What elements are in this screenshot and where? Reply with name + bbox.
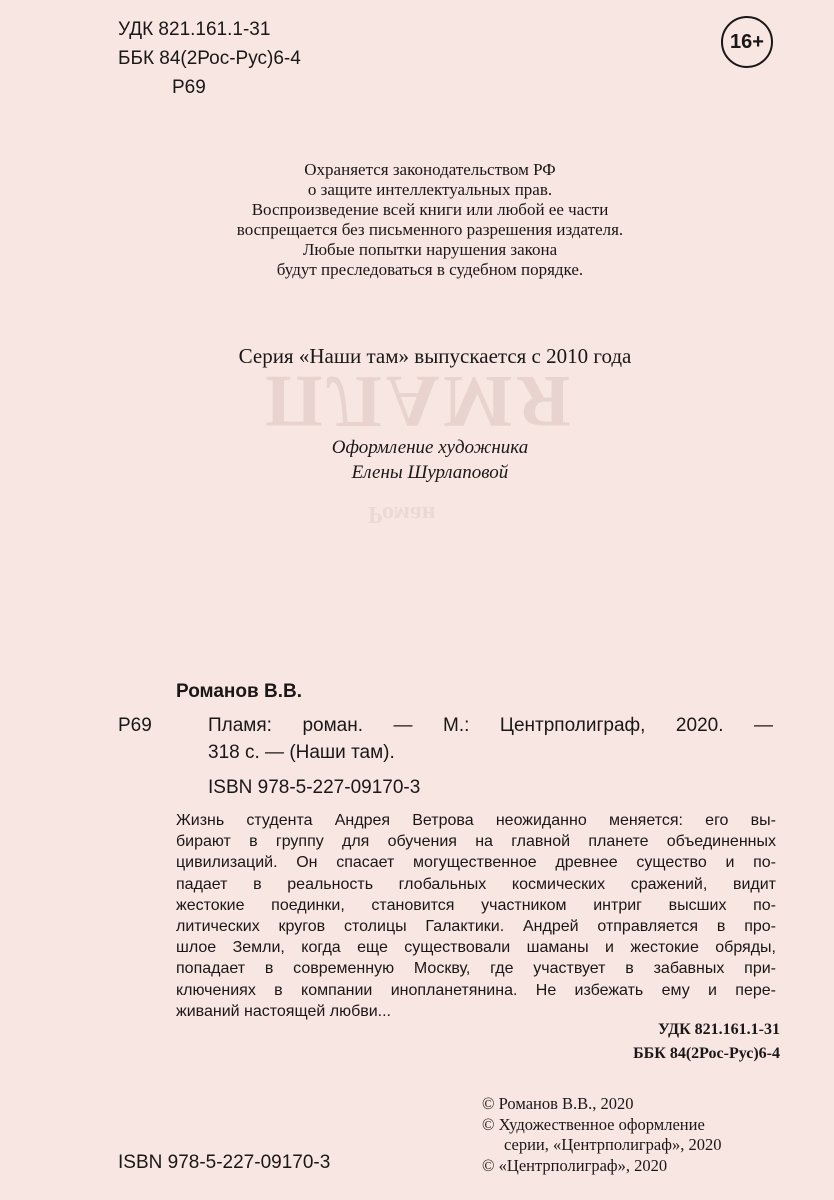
header-bbk: ББК 84(2Рос-Рус)6-4 xyxy=(118,48,301,69)
legal-notice xyxy=(190,160,670,280)
copyright-line: серии, «Центрполиграф», 2020 xyxy=(504,1135,722,1154)
header-udk: УДК 821.161.1-31 xyxy=(118,19,271,40)
annotation-line: литических кругов столицы Галактики. Андрей отправляется в про- xyxy=(176,918,776,936)
design-credit-line: Оформление художника xyxy=(331,437,529,458)
footer-isbn: ISBN 978-5-227-09170-3 xyxy=(118,1152,331,1173)
biblio-description xyxy=(208,712,773,766)
annotation-line: попадает в современную Москву, где участвует в забавных при- xyxy=(176,960,776,978)
annotation-line: падает в реальность глобальных космических сражений, видит xyxy=(176,875,776,893)
ghost-title-show-through: ПЛАМЯ xyxy=(265,360,575,442)
annotation xyxy=(176,810,776,1022)
legal-line: Любые попытки нарушения закона xyxy=(302,240,558,259)
biblio-line: 318 с. — (Наши там). xyxy=(208,742,395,763)
copyright-line: © Романов В.В., 2020 xyxy=(482,1094,634,1113)
copyright-line: © Художественное оформление xyxy=(482,1114,705,1134)
biblio-author: Романов В.В. xyxy=(176,681,302,702)
annotation-line: цивилизаций. Он спасает могущественное древнее существо и по- xyxy=(176,854,776,872)
annotation-line: бирают в группу для обучения на главной планете объединенных xyxy=(176,833,776,851)
copyright-line: © «Центрполиграф», 2020 xyxy=(482,1155,668,1175)
age-rating-badge xyxy=(721,16,773,68)
legal-line: будут преследоваться в судебном порядке. xyxy=(276,260,584,279)
biblio-mark: Р69 xyxy=(118,715,152,736)
series-note: Серия «Наши там» выпускается с 2010 года xyxy=(238,344,632,368)
annotation-line: шлое Земли, когда еще существовали шаманы и жестокие обряды, xyxy=(176,939,776,957)
annotation-line: жестокие поединки, становится участником интриг высших по- xyxy=(176,896,776,914)
legal-line: воспрещается без письменного разрешения издателя. xyxy=(236,220,624,239)
legal-line: Охраняется законодательством РФ xyxy=(304,160,556,179)
annotation-line: живаний настоящей любви... xyxy=(176,1002,391,1020)
classification-bbk: ББК 84(2Рос-Рус)6-4 xyxy=(633,1045,780,1062)
biblio-line: Пламя: роман. — М.: Центрполиграф, 2020. — xyxy=(208,715,773,736)
legal-line: о защите интеллектуальных прав. xyxy=(307,180,553,199)
ghost-subtitle-show-through: Роман xyxy=(368,501,436,527)
age-rating-label: 16+ xyxy=(730,30,764,53)
legal-line: Воспроизведение всей книги или любой ее части xyxy=(251,200,609,219)
biblio-isbn: ISBN 978-5-227-09170-3 xyxy=(208,777,421,798)
header-author-mark: Р69 xyxy=(172,77,206,98)
classification-udk: УДК 821.161.1-31 xyxy=(657,1021,780,1038)
annotation-line: Жизнь студента Андрея Ветрова неожиданно меняется: его вы- xyxy=(176,812,776,829)
classification-codes xyxy=(520,1018,780,1066)
annotation-line: ключениях в компании инопланетянина. Не избежать ему и пере- xyxy=(176,981,776,999)
design-credit-line: Елены Шурлаповой xyxy=(351,462,509,483)
design-credit xyxy=(280,435,580,485)
copyright-block xyxy=(482,1094,721,1176)
